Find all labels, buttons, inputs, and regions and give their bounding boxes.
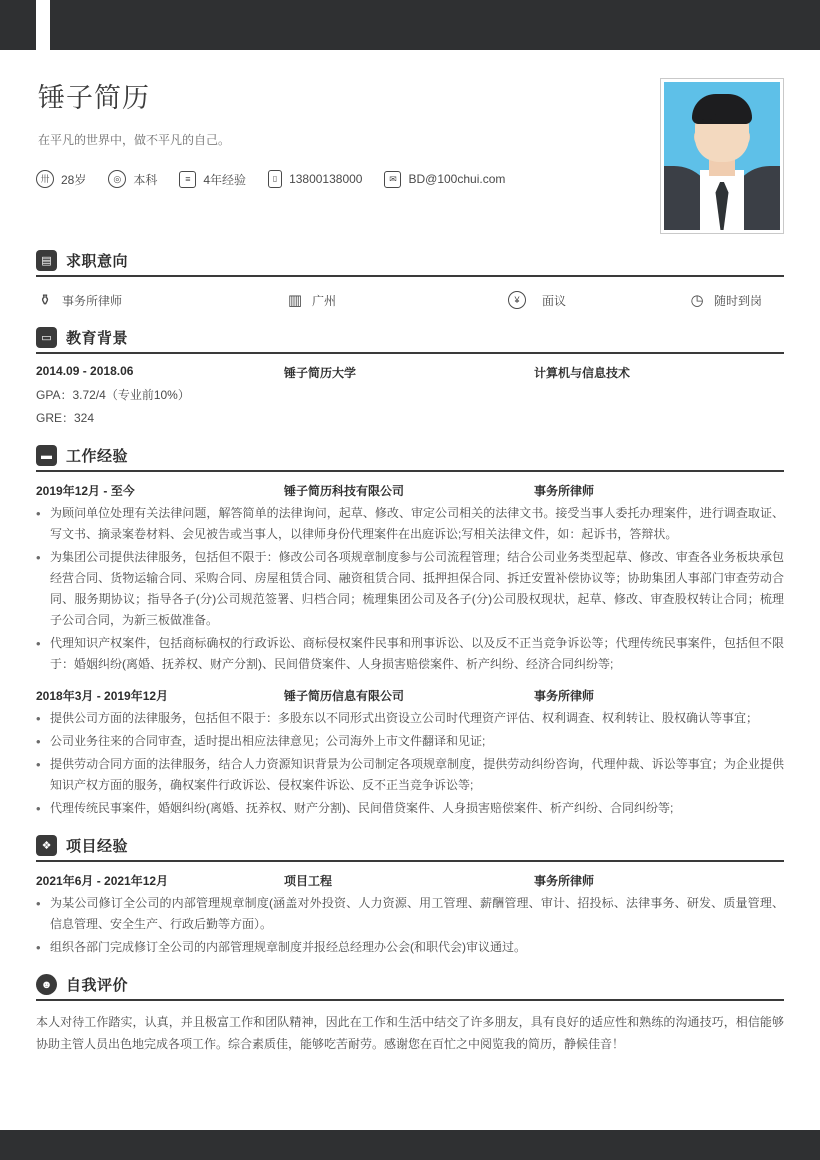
section-header-education [36,327,784,354]
education-school: 锤子简历大学 [284,366,357,380]
city-icon: ▥ [287,291,303,309]
phone-icon: ▯ [268,170,282,188]
work-entry-head [36,687,784,704]
meta-experience-label: 4年经验 [203,172,247,187]
meta-email-label: BD@100chui.com [408,172,506,186]
salary-icon: ¥ [508,291,526,309]
work-company: 锤子简历科技有限公司 [284,484,405,498]
job-intent-availability [688,291,762,309]
graduation-cap-icon: ▭ [36,327,57,348]
section-title-work-experience: 工作经验 [66,448,129,465]
avatar-illustration [664,82,780,230]
section-header-projects [36,835,784,862]
work-bullets [36,708,784,819]
work-bullets [36,503,784,675]
section-title-projects: 项目经验 [66,838,129,855]
education-date: 2014.09 - 2018.06 [36,364,134,378]
meta-phone [268,170,362,188]
experience-icon: ≡ [179,171,196,188]
page-title: 锤子简历 [38,83,150,113]
top-decoration-bar [0,0,820,50]
section-header-work-experience [36,445,784,472]
education-entry [36,364,784,429]
header-text-block [36,76,527,188]
resume-header [36,76,784,234]
list-item: • 代理传统民事案件，婚姻纠纷(离婚、抚养权、财产分割)、民间借贷案件、人身损害赔偿案件、析产纠纷、合同纠纷等; [36,798,784,819]
job-intent-salary [508,291,688,309]
work-role: 事务所律师 [534,689,595,703]
work-role: 事务所律师 [534,484,595,498]
project-bullets [36,893,784,958]
work-date: 2018年3月 - 2019年12月 [36,689,169,703]
bottom-decoration-bar [0,1130,820,1160]
work-company: 锤子简历信息有限公司 [284,689,405,703]
section-header-self-evaluation [36,974,784,1001]
work-entry [36,482,784,675]
education-entry-head [36,364,784,381]
meta-degree-label: 本科 [133,172,158,187]
tagline: 在平凡的世界中，做不平凡的自己。 [38,133,231,147]
meta-age [36,170,86,188]
avatar [660,78,784,234]
section-header-job-intent [36,250,784,277]
job-intent-availability-label: 随时到岗 [714,293,763,308]
meta-email [384,171,505,188]
list-item: • 公司业务往来的合同审查，适时提出相应法律意见；公司海外上市文件翻译和见证; [36,731,784,752]
work-entry [36,687,784,819]
avatar-hair [692,94,752,124]
availability-icon: ◷ [690,291,704,309]
project-name: 项目工程 [284,874,333,888]
self-evaluation-text: 本人对待工作踏实，认真，并且极富工作和团队精神，因此在工作和生活中结交了许多朋友，具有良好的适应性和熟练的沟通技巧，相信能够协助主管人员出色地完成各项工作。综合素质佳，能够吃苦耐劳。感谢您在百忙之中阅览我的简历，静候佳音！ [36,1015,784,1052]
section-job-intent [36,250,784,311]
list-item: • 为某公司修订全公司的内部管理规章制度(涵盖对外投资、人力资源、用工管理、薪酬管理、审计、招投标、法律事务、研发、质量管理、信息管理、安全生产、行政后勤等方面）。 [36,893,784,935]
project-date: 2021年6月 - 2021年12月 [36,874,169,888]
meta-experience [179,171,246,188]
job-intent-salary-label: 面议 [542,293,567,308]
section-title-education: 教育背景 [66,330,129,347]
job-intent-position-label: 事务所律师 [62,293,123,308]
contact-meta-line [36,170,527,188]
resume-content [0,50,820,1055]
job-intent-city [286,291,508,309]
section-education [36,327,784,429]
degree-icon: ◎ [108,170,126,188]
position-icon: ⚱ [38,291,52,309]
section-title-job-intent: 求职意向 [66,253,129,270]
list-item: • 组织各部门完成修订全公司的内部管理规章制度并报经总经理办公会(和职代会)审议通过。 [36,937,784,958]
list-item: • 代理知识产权案件，包括商标确权的行政诉讼、商标侵权案件民事和刑事诉讼、以及反不正当竞争诉讼等；代理传统民事案件，包括但不限于：婚姻纠纷(离婚、抚养权、财产分割)、民间借贷案件、人身损害赔偿案件、析产纠纷、经济合同纠纷等; [36,633,784,675]
list-item: • 为集团公司提供法律服务，包括但不限于：修改公司各项规章制度参与公司流程管理；结合公司业务类型起草、修改、审查各业务板块承包经营合同、货物运输合同、采购合同、房屋租赁合同、融资租赁合同、抵押担保合同、拆迁安置补偿协议等；协助集团人事部门审查劳动合同、服务期协议；指导各子(分)公司规范签署、归档合同；梳理集团公司及各子(分)公司股权现状，起草、修改、审查股权转让合同；梳理子公司合同，为新三板做准备。 [36,547,784,631]
clipboard-icon: ▤ [36,250,57,271]
education-detail-gre: GRE：324 [36,411,95,425]
layers-icon: ❖ [36,835,57,856]
section-work-experience [36,445,784,819]
work-date: 2019年12月 - 至今 [36,484,135,498]
meta-phone-label: 13800138000 [289,172,363,186]
meta-age-label: 28岁 [61,172,87,187]
list-item: • 为顾问单位处理有关法律问题，解答简单的法律询问，起草、修改、审定公司相关的法律文书。接受当事人委托办理案件，进行调查取证、写文书、摘录案卷材料、会见被告或当事人，以律师身份代理案件在出庭诉讼;写相关法律文件，如：起诉书，答辩状。 [36,503,784,545]
email-icon: ✉ [384,171,401,188]
project-role: 事务所律师 [534,874,595,888]
user-circle-icon: ☻ [36,974,57,995]
work-entry-head [36,482,784,499]
section-self-evaluation [36,974,784,1055]
project-entry [36,872,784,958]
project-entry-head [36,872,784,889]
job-intent-row [36,287,784,311]
section-projects [36,835,784,958]
briefcase-icon: ▬ [36,445,57,466]
age-icon: 卅 [36,170,54,188]
job-intent-city-label: 广州 [312,293,337,308]
top-bar-notch [36,0,50,50]
section-title-self-evaluation: 自我评价 [66,977,129,994]
job-intent-position [36,291,286,309]
list-item: • 提供劳动合同方面的法律服务，结合人力资源知识背景为公司制定各项规章制度，提供劳动纠纷咨询，代理仲裁、诉讼等事宜；为企业提供知识产权方面的服务，确权案件行政诉讼、侵权案件诉讼、反不正当竞争诉讼等; [36,754,784,796]
meta-degree [108,170,157,188]
list-item: • 提供公司方面的法律服务，包括但不限于：多股东以不同形式出资设立公司时代理资产评估、权利调查、权利转让、股权确认等事宜； [36,708,784,729]
education-major: 计算机与信息技术 [534,366,631,380]
education-detail-gpa: GPA：3.72/4（专业前10%） [36,388,190,402]
